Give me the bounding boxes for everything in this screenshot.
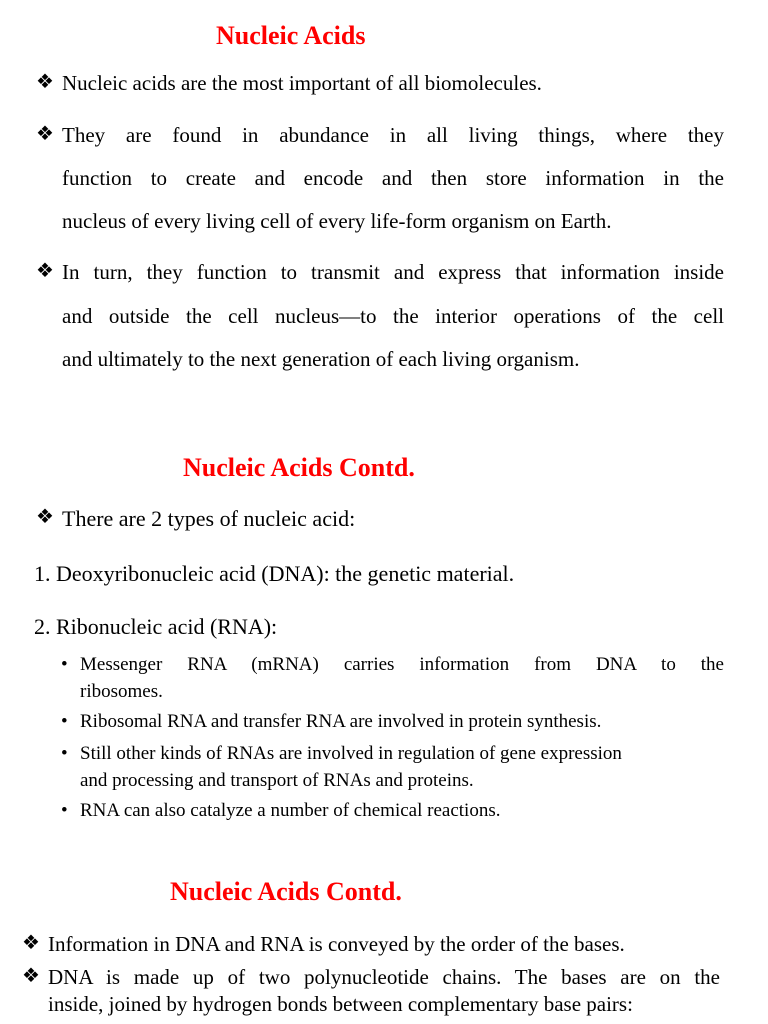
section3-p2-line-1: DNA is made up of two polynucleotide chains. The bases are on the [48, 965, 720, 989]
rna-sub-bullet-1 [61, 654, 724, 675]
section1-p3-line-3: and ultimately to the next generation of each living organism. [62, 347, 580, 371]
section2-intro-text: There are 2 types of nucleic acid: [62, 506, 356, 531]
rna-sub-bullet-1-line-1: Messenger RNA (mRNA) carries information from DNA to the [80, 654, 724, 675]
section2-title: Nucleic Acids Contd. [183, 453, 415, 482]
diamond-bullet-icon: ❖ [36, 123, 54, 145]
rna-sub-bullet-3-line-2: and processing and transport of RNAs and proteins. [80, 770, 474, 791]
diamond-bullet-icon: ❖ [22, 932, 40, 954]
section3-p2-line-2: inside, joined by hydrogen bonds between complementary base pairs: [48, 992, 633, 1016]
rna-sub-bullet-1-line-2: ribosomes. [80, 681, 163, 702]
rna-sub-bullet-2 [61, 711, 602, 732]
section3-title: Nucleic Acids Contd. [170, 877, 402, 906]
bullet-dot-icon: • [61, 711, 68, 732]
section1-p1-text: Nucleic acids are the most important of all biomolecules. [62, 71, 542, 95]
rna-sub-bullet-3 [61, 743, 622, 764]
rna-sub-bullet-2-text: Ribosomal RNA and transfer RNA are involved in protein synthesis. [80, 711, 602, 732]
section1-p2-line-2: function to create and encode and then store information in the [62, 166, 724, 190]
bullet-dot-icon: • [61, 654, 68, 675]
diamond-bullet-icon: ❖ [36, 506, 54, 528]
section3-p1-text: Information in DNA and RNA is conveyed by the order of the bases. [48, 932, 625, 956]
section1-title: Nucleic Acids [216, 21, 366, 50]
rna-sub-bullet-4-text: RNA can also catalyze a number of chemical reactions. [80, 800, 501, 821]
diamond-bullet-icon: ❖ [22, 965, 40, 987]
section2-item-dna: 1. Deoxyribonucleic acid (DNA): the genetic material. [34, 561, 515, 586]
bullet-dot-icon: • [61, 800, 68, 821]
section2-item-rna: 2. Ribonucleic acid (RNA): [34, 614, 278, 639]
bullet-dot-icon: • [61, 743, 68, 764]
rna-sub-bullet-3-line-1: Still other kinds of RNAs are involved in regulation of gene expression [80, 743, 622, 764]
rna-sub-bullet-4 [61, 800, 501, 821]
diamond-bullet-icon: ❖ [36, 71, 54, 93]
diamond-bullet-icon: ❖ [36, 260, 54, 282]
section1-p3-line-1: In turn, they function to transmit and express that information inside [62, 260, 724, 284]
section1-p2-line-1: They are found in abundance in all living things, where they [62, 123, 724, 147]
section1-p2-line-3: nucleus of every living cell of every life-form organism on Earth. [62, 209, 612, 233]
section1-p3-line-2: and outside the cell nucleus—to the interior operations of the cell [62, 304, 724, 328]
